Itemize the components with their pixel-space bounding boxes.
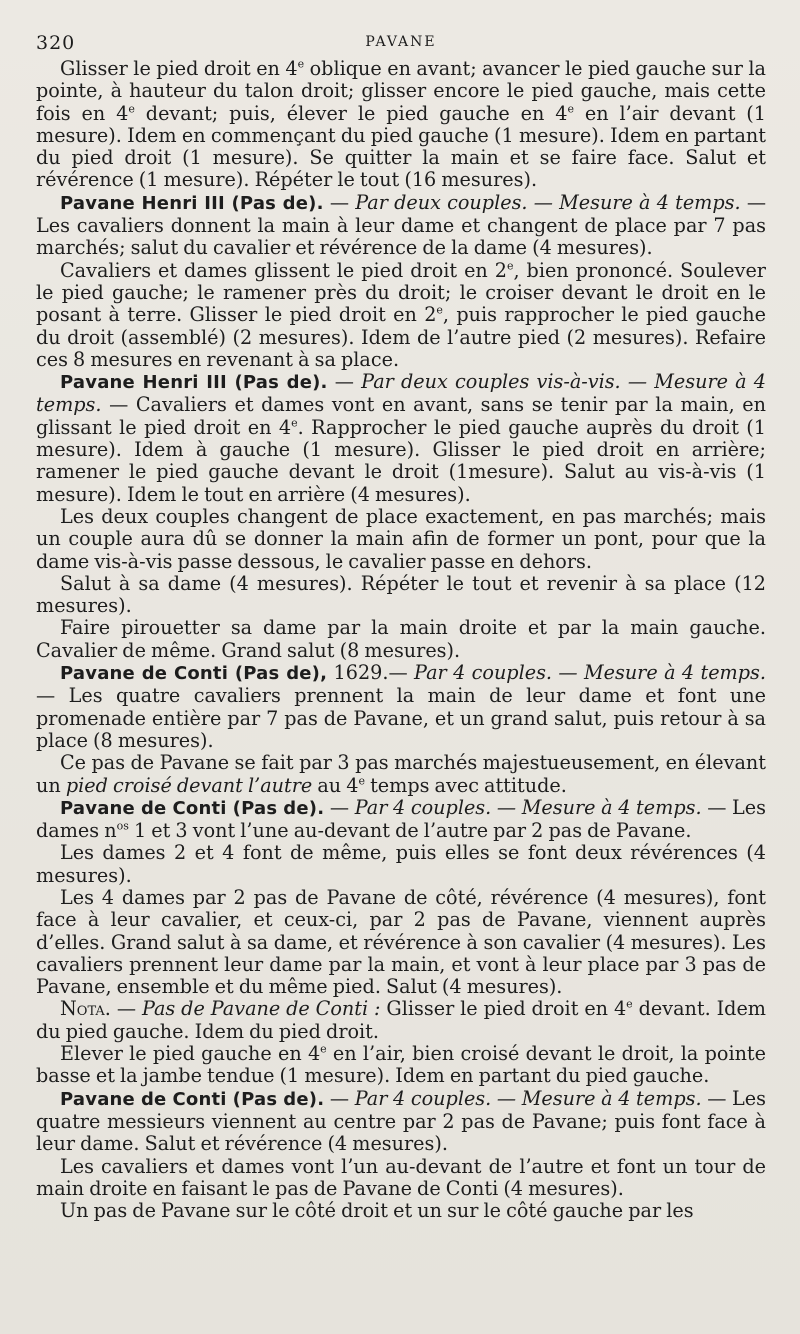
entry-heading: Pavane de Conti (Pas de). bbox=[60, 797, 325, 819]
text-run: — Les quatre cavaliers prennent la main de leur dame et font une promenade entière par 7 pas de Pavane, et un grand salut, puis retour à sa place (8 mesures). bbox=[36, 684, 766, 752]
text-run: en l’air, bien croisé devant le droit, la pointe basse et la jambe tendue (1 mesure). Idem en partant du pied gauche. bbox=[36, 1042, 766, 1088]
text-run: oblique en avant; avancer le pied gauche sur la pointe, à hauteur du talon droit; glisser encore le pied gauche, mais cette fois en 4 bbox=[36, 57, 766, 125]
text-run: — bbox=[327, 370, 362, 394]
paragraph bbox=[36, 1088, 766, 1156]
entry-heading: Pavane de Conti (Pas de), bbox=[60, 663, 328, 685]
page-number: 320 bbox=[36, 32, 76, 54]
text-run: en l’air devant (1 mesure). Idem en commençant du pied gauche (1 mesure). Idem en partant du pied droit (1 mesure). Se quitter la main et se faire face. Salut et révérence (1 mesure). Répéter le tout (16 mesures). bbox=[36, 101, 766, 192]
text-run: Faire pirouetter sa dame par la main droite et par la main gauche. Cavalier de même. Grand salut (8 mesures). bbox=[36, 616, 766, 662]
paragraph bbox=[36, 617, 766, 662]
text-run: e bbox=[291, 416, 298, 430]
paragraph bbox=[36, 58, 766, 192]
paragraph bbox=[36, 573, 766, 618]
text-run: — bbox=[323, 190, 356, 214]
paragraph bbox=[36, 842, 766, 887]
text-run: os bbox=[116, 819, 129, 833]
entry-heading: Pavane Henri III (Pas de). bbox=[60, 192, 324, 214]
paragraph bbox=[36, 1043, 766, 1088]
body-text bbox=[36, 58, 766, 1222]
paragraph bbox=[36, 887, 766, 998]
entry-heading: Pavane Henri III (Pas de). bbox=[60, 372, 328, 394]
text-run: devant. Idem du pied gauche. Idem du pied droit. bbox=[36, 997, 766, 1043]
text-run: Par deux couples vis-à-vis. — Mesure à 4 temps. bbox=[36, 370, 767, 417]
text-run: e bbox=[567, 102, 575, 116]
text-run: , puis rapprocher le pied gauche du droit (assemblé) (2 mesures). Idem de l’autre pied (2 mesures). Refaire ces 8 mesures en revenant à sa place. bbox=[36, 303, 766, 371]
text-run: e bbox=[320, 1042, 327, 1056]
paragraph bbox=[36, 506, 766, 573]
text-run: — Les dames n bbox=[36, 795, 766, 843]
paragraph bbox=[36, 1156, 766, 1201]
text-run: devant; puis, élever le pied gauche en 4 bbox=[134, 101, 568, 125]
text-run: Salut à sa dame (4 mesures). Répéter le tout et revenir à sa place (12 mesures). bbox=[36, 571, 766, 618]
text-run: — bbox=[110, 997, 142, 1021]
paragraph bbox=[36, 371, 766, 506]
text-run: e bbox=[128, 102, 135, 116]
text-run: Par deux couples. — Mesure à 4 temps. bbox=[355, 190, 741, 214]
text-run: , bien prononcé. Soulever le pied gauche; le ramener près du droit; le croiser devant le droit en le posant à terre. Glisser le pied droit en 2 bbox=[36, 258, 766, 327]
text-run: — Les cavaliers donnent la main à leur dame et changent de place par 7 pas marchés; salut du cavalier et révérence de la dame (4 mesures). bbox=[36, 190, 767, 260]
text-run: Les dames 2 et 4 font de même, puis elles se font deux révérences (4 mesures). bbox=[36, 841, 766, 887]
paragraph bbox=[36, 797, 766, 843]
running-title: PAVANE bbox=[365, 34, 437, 50]
paragraph bbox=[36, 662, 766, 752]
text-run: Les cavaliers et dames vont l’un au-devant de l’autre et font un tour de main droite en faisant le pas de Pavane de Conti (4 mesures). bbox=[36, 1154, 766, 1200]
paragraph bbox=[36, 1200, 766, 1222]
text-run: — bbox=[324, 1086, 355, 1110]
entry-heading: Pavane de Conti (Pas de). bbox=[60, 1088, 325, 1110]
text-run: — Les quatre messieurs viennent au centre par 2 pas de Pavane; puis font face à leur dame. Salut et révérence (4 mesures). bbox=[36, 1086, 766, 1156]
text-run: temps avec attitude. bbox=[364, 773, 567, 797]
text-run: Glisser le pied droit en 4 bbox=[380, 997, 627, 1021]
text-run: Par 4 couples. — Mesure à 4 temps. bbox=[354, 795, 702, 819]
text-run: Par 4 couples. — Mesure à 4 temps. bbox=[414, 661, 766, 685]
text-run: Glisser le pied droit en 4 bbox=[60, 57, 298, 80]
text-run: 1629.— bbox=[327, 661, 415, 685]
paragraph bbox=[36, 752, 766, 797]
text-run: Nota. bbox=[60, 997, 111, 1021]
text-run: Ce pas de Pavane se fait par 3 pas marchés majestueusement, en élevant un bbox=[36, 751, 766, 797]
text-run: 1 et 3 vont l’une au-devant de l’autre par 2 pas de Pavane. bbox=[128, 819, 692, 843]
paragraph bbox=[36, 260, 766, 371]
text-run: Elever le pied gauche en 4 bbox=[60, 1042, 321, 1066]
text-run: Les deux couples changent de place exactement, en pas marchés; mais un couple aura dû se donner la main afin de former un pont, pour que la dame vis-à-vis passe dessous, le cavalier passe en dehors. bbox=[36, 504, 766, 573]
text-run: — bbox=[324, 795, 355, 819]
text-run: e bbox=[506, 259, 514, 273]
text-run: Par 4 couples. — Mesure à 4 temps. bbox=[354, 1086, 702, 1110]
text-run: Cavaliers et dames glissent le pied droit en 2 bbox=[60, 258, 507, 282]
text-run: au 4 bbox=[312, 773, 359, 797]
text-run: — Cavaliers et dames vont en avant, sans se tenir par la main, en glissant le pied droit en 4 bbox=[36, 393, 766, 439]
text-run: Un pas de Pavane sur le côté droit et un sur le côté gauche par les bbox=[60, 1199, 694, 1223]
text-run: Les 4 dames par 2 pas de Pavane de côté, révérence (4 mesures), font face à leur cavalier, et ceux-ci, par 2 pas de Pavane, viennent auprès d’elles. Grand salut à sa dame, et révérence à son cavalier (4 mesures). Les cavaliers prennent leur dame par la main, et vont à leur place par 3 pas de Pavane, ensemble et du même pied. Salut (4 mesures). bbox=[36, 885, 766, 999]
text-run: e bbox=[626, 998, 633, 1012]
text-run: e bbox=[358, 774, 365, 788]
text-run: pied croisé devant l’autre bbox=[65, 773, 313, 797]
text-run: . Rapprocher le pied gauche auprès du droit (1 mesure). Idem à gauche (1 mesure). Glisser le pied droit en arrière; ramener le pied gauche devant le droit (1mesure). Salut au vis-à-vis (1 mesure). Idem le tout en arrière (4 mesures). bbox=[36, 415, 767, 506]
text-run: e bbox=[297, 57, 305, 71]
paragraph bbox=[36, 998, 766, 1043]
text-run: e bbox=[436, 303, 443, 317]
running-head bbox=[36, 28, 766, 58]
text-run: Pas de Pavane de Conti : bbox=[141, 997, 381, 1021]
paragraph bbox=[36, 192, 766, 260]
